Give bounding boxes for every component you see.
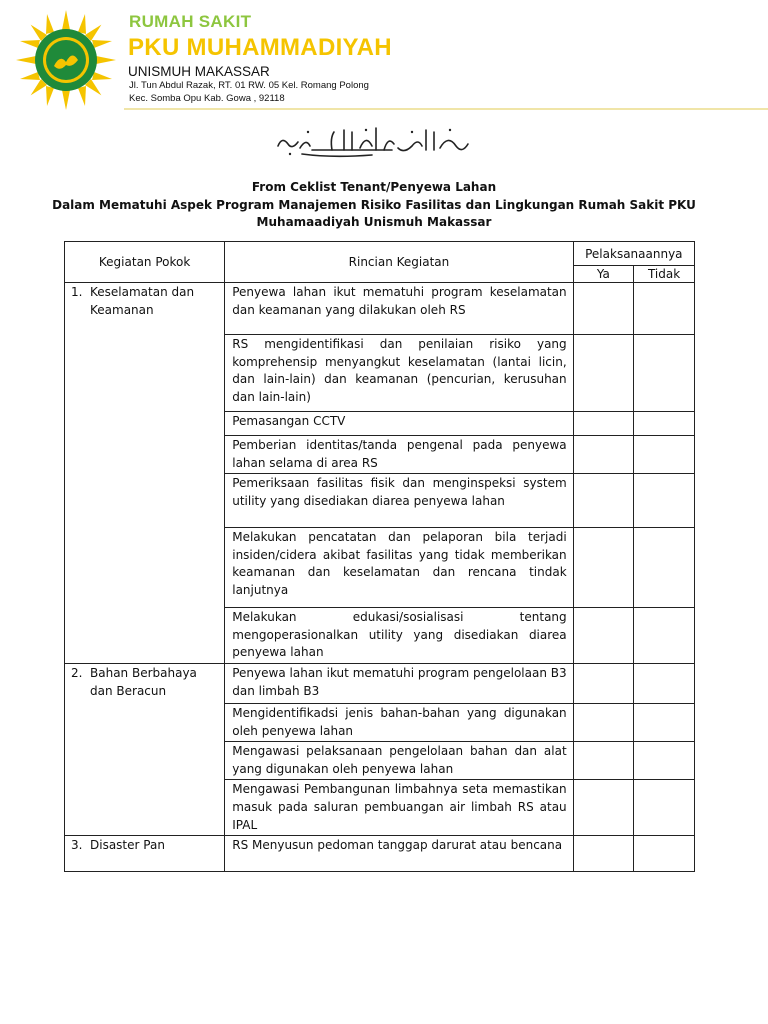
ya-check-cell[interactable] <box>573 528 633 608</box>
rincian-item: Mengidentifikadsi jenis bahan-bahan yang digunakan oleh penyewa lahan <box>225 703 573 741</box>
rincian-item: Penyewa lahan ikut mematuhi program keselamatan dan keamanan yang dilakukan oleh RS <box>225 283 573 335</box>
ya-check-cell[interactable] <box>573 436 633 474</box>
rincian-item: Pemasangan CCTV <box>225 412 573 436</box>
group-label: Bahan Berbahaya dan Beracun <box>90 665 197 698</box>
basmalah-calligraphy-icon <box>272 124 472 158</box>
letterhead-unit: UNISMUH MAKASSAR <box>128 64 270 79</box>
ya-check-cell[interactable] <box>573 412 633 436</box>
rincian-item: Pemeriksaan fasilitas fisik dan menginspeksi system utility yang disediakan diarea penyewa lahan <box>225 474 573 528</box>
title-line-3: Muhamaadiyah Unismuh Makassar <box>256 215 492 229</box>
tidak-check-cell[interactable] <box>634 608 695 664</box>
ya-check-cell[interactable] <box>573 703 633 741</box>
header-pelaksanaan: Pelaksanaannya <box>573 242 694 266</box>
letterhead-divider <box>124 108 768 110</box>
tidak-check-cell[interactable] <box>634 528 695 608</box>
title-line-1: From Ceklist Tenant/Penyewa Lahan <box>251 180 497 194</box>
group-label: Keselamatan dan Keamanan <box>90 285 195 317</box>
ya-check-cell[interactable] <box>573 742 633 780</box>
rincian-item: RS mengidentifikasi dan penilaian risiko yang komprehensip menyangkut keselamatan (lantai licin, dan lain-lain) dan keamanan (pencurian, kerusuhan dan lain-lain) <box>225 335 573 412</box>
rincian-item: RS Menyusun pedoman tanggap darurat atau bencana <box>225 836 573 872</box>
tidak-check-cell[interactable] <box>634 742 695 780</box>
ya-check-cell[interactable] <box>573 836 633 872</box>
tidak-check-cell[interactable] <box>634 703 695 741</box>
tidak-check-cell[interactable] <box>634 283 695 335</box>
rincian-item: Mengawasi pelaksanaan pengelolaan bahan dan alat yang digunakan oleh penyewa lahan <box>225 742 573 780</box>
rincian-item: Melakukan edukasi/sosialisasi tentang mengoperasionalkan utility yang disediakan diarea penyewa lahan <box>225 608 573 664</box>
header-ya: Ya <box>573 266 633 283</box>
rincian-item: Melakukan pencatatan dan pelaporan bila terjadi insiden/cidera akibat fasilitas yang tidak memberikan keamanan dan keselamatan dan rencana tindak lanjutnya <box>225 528 573 608</box>
letterhead-address-2: Kec. Somba Opu Kab. Gowa , 92118 <box>129 93 285 104</box>
rincian-item: Penyewa lahan ikut mematuhi program pengelolaan B3 dan limbah B3 <box>225 663 573 703</box>
header-rincian-kegiatan: Rincian Kegiatan <box>225 242 573 283</box>
tidak-check-cell[interactable] <box>634 335 695 412</box>
group-disaster <box>65 836 225 872</box>
group-number: 2. <box>71 665 83 680</box>
group-number: 1. <box>71 285 83 299</box>
hospital-logo <box>16 10 116 110</box>
ya-check-cell[interactable] <box>573 608 633 664</box>
rincian-item: Pemberian identitas/tanda pengenal pada penyewa lahan selama di area RS <box>225 436 573 474</box>
checklist-table <box>64 241 695 872</box>
tidak-check-cell[interactable] <box>634 436 695 474</box>
ya-check-cell[interactable] <box>573 335 633 412</box>
ya-check-cell[interactable] <box>573 663 633 703</box>
letterhead-address-1: Jl. Tun Abdul Razak, RT. 01 RW. 05 Kel. Romang Polong <box>129 80 369 91</box>
tidak-check-cell[interactable] <box>634 474 695 528</box>
tidak-check-cell[interactable] <box>634 412 695 436</box>
ya-check-cell[interactable] <box>573 780 633 836</box>
tidak-check-cell[interactable] <box>634 836 695 872</box>
group-keselamatan <box>65 283 225 664</box>
title-line-2: Dalam Mematuhi Aspek Program Manajemen Risiko Fasilitas dan Lingkungan Rumah Sakit PKU <box>52 197 696 212</box>
rincian-item: Mengawasi Pembangunan limbahnya seta memastikan masuk pada saluran pembuangan air limbah RS atau IPAL <box>225 780 573 836</box>
group-label: Disaster Pan <box>90 838 165 853</box>
group-number: 3. <box>71 838 83 853</box>
header-kegiatan-pokok: Kegiatan Pokok <box>65 242 225 283</box>
ya-check-cell[interactable] <box>573 474 633 528</box>
letterhead-line-1: RUMAH SAKIT <box>129 12 252 31</box>
group-bahan-berbahaya <box>65 663 225 835</box>
tidak-check-cell[interactable] <box>634 780 695 836</box>
letterhead-hospital-name: PKU MUHAMMADIYAH <box>128 34 392 61</box>
ya-check-cell[interactable] <box>573 283 633 335</box>
tidak-check-cell[interactable] <box>634 663 695 703</box>
header-tidak: Tidak <box>634 266 695 283</box>
document-title <box>40 179 708 232</box>
